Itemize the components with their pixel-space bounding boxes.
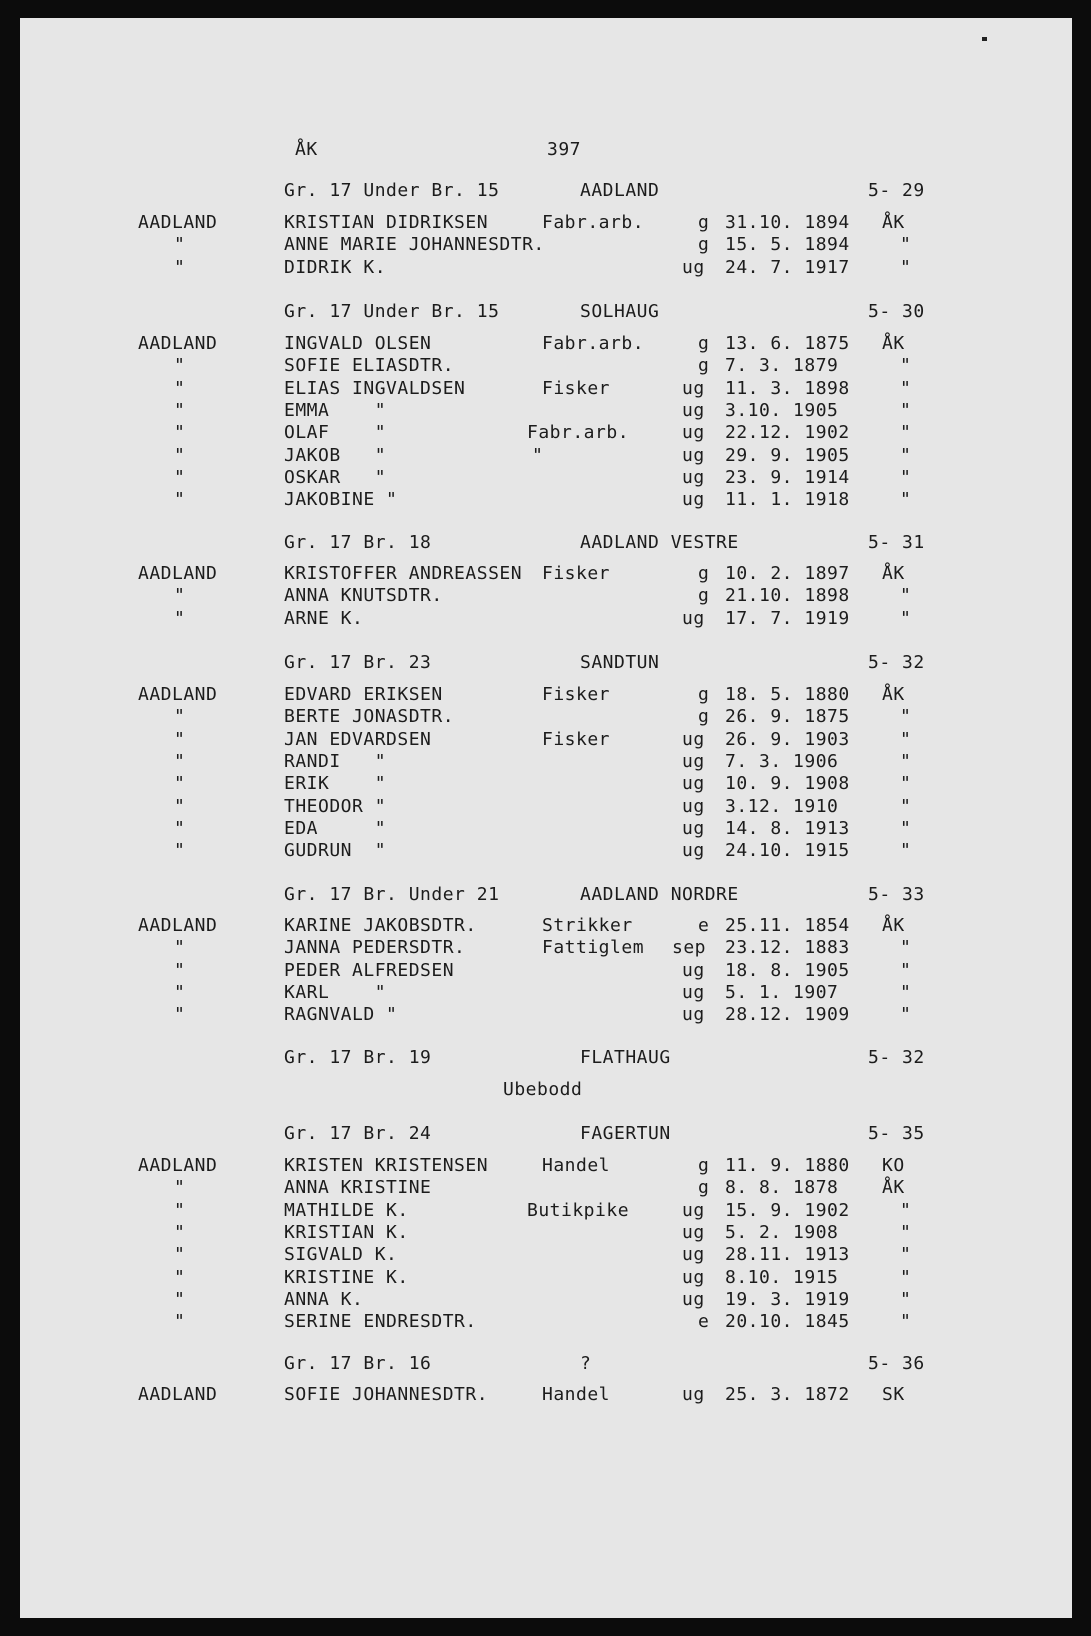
row-birthplace: " xyxy=(900,1311,912,1332)
row-birthplace: " xyxy=(900,773,912,794)
row-birth-date: 24. 7. 1917 xyxy=(725,257,850,278)
row-birth-date: 22.12. 1902 xyxy=(725,422,850,443)
row-marital-status: sep xyxy=(672,937,707,958)
section-reference: 5- 36 xyxy=(868,1353,925,1374)
row-birthplace: " xyxy=(900,1004,912,1025)
row-birthplace: ÅK xyxy=(882,915,905,936)
row-name: BERTE JONASDTR. xyxy=(284,706,455,727)
row-birthplace: " xyxy=(900,585,912,606)
row-marital-status: ug xyxy=(682,840,705,861)
row-birth-date: 3.10. 1905 xyxy=(725,400,839,421)
row-place: " xyxy=(174,706,186,727)
row-place: " xyxy=(174,1200,186,1221)
row-birthplace: " xyxy=(900,706,912,727)
row-place: " xyxy=(174,1244,186,1265)
row-birth-date: 5. 1. 1907 xyxy=(725,982,839,1003)
row-place: AADLAND xyxy=(138,333,218,354)
row-place: " xyxy=(174,937,186,958)
row-occupation: Fisker xyxy=(542,563,611,584)
row-birth-date: 29. 9. 1905 xyxy=(725,445,850,466)
row-marital-status: e xyxy=(698,1311,710,1332)
row-marital-status: ug xyxy=(682,1384,705,1405)
row-name: KARINE JAKOBSDTR. xyxy=(284,915,477,936)
row-marital-status: ug xyxy=(682,467,705,488)
row-occupation: Butikpike xyxy=(527,1200,630,1221)
row-birth-date: 24.10. 1915 xyxy=(725,840,850,861)
row-marital-status: g xyxy=(698,355,710,376)
row-marital-status: ug xyxy=(682,1244,705,1265)
row-birth-date: 15. 5. 1894 xyxy=(725,234,850,255)
row-marital-status: ug xyxy=(682,489,705,510)
section-note: Ubebodd xyxy=(503,1079,583,1100)
row-birthplace: " xyxy=(900,608,912,629)
row-birthplace: ÅK xyxy=(882,1177,905,1198)
row-occupation: Fattiglem xyxy=(542,937,645,958)
row-place: " xyxy=(174,489,186,510)
row-birthplace: KO xyxy=(882,1155,905,1176)
row-marital-status: ug xyxy=(682,1004,705,1025)
row-birthplace: " xyxy=(900,1244,912,1265)
row-birthplace: " xyxy=(900,960,912,981)
page-number: 397 xyxy=(547,139,582,160)
section-plot: Gr. 17 Under Br. 15 xyxy=(284,301,500,322)
row-name: KRISTEN KRISTENSEN xyxy=(284,1155,489,1176)
row-name: ANNA KNUTSDTR. xyxy=(284,585,443,606)
row-occupation: Handel xyxy=(542,1384,611,1405)
row-birth-date: 21.10. 1898 xyxy=(725,585,850,606)
row-place: AADLAND xyxy=(138,563,218,584)
row-occupation: Fabr.arb. xyxy=(542,212,645,233)
row-birthplace: " xyxy=(900,840,912,861)
row-birthplace: " xyxy=(900,818,912,839)
row-birthplace: " xyxy=(900,1222,912,1243)
row-place: " xyxy=(174,378,186,399)
row-name: THEODOR " xyxy=(284,796,387,817)
section-plot: Gr. 17 Br. 16 xyxy=(284,1353,432,1374)
row-place: AADLAND xyxy=(138,915,218,936)
row-marital-status: ug xyxy=(682,818,705,839)
row-birth-date: 18. 8. 1905 xyxy=(725,960,850,981)
row-name: EDA " xyxy=(284,818,387,839)
row-occupation: Fisker xyxy=(542,378,611,399)
section-farm-name: SOLHAUG xyxy=(580,301,660,322)
section-farm-name: FLATHAUG xyxy=(580,1047,671,1068)
section-reference: 5- 35 xyxy=(868,1123,925,1144)
row-birthplace: ÅK xyxy=(882,212,905,233)
row-marital-status: g xyxy=(698,563,710,584)
row-place: " xyxy=(174,400,186,421)
row-birth-date: 23. 9. 1914 xyxy=(725,467,850,488)
section-plot: Gr. 17 Br. 19 xyxy=(284,1047,432,1068)
row-name: ELIAS INGVALDSEN xyxy=(284,378,466,399)
row-place: " xyxy=(174,234,186,255)
row-birthplace: " xyxy=(900,751,912,772)
census-page xyxy=(20,18,1072,1618)
row-place: AADLAND xyxy=(138,1384,218,1405)
row-birth-date: 11. 1. 1918 xyxy=(725,489,850,510)
row-name: JAKOBINE " xyxy=(284,489,398,510)
row-place: " xyxy=(174,1004,186,1025)
row-marital-status: ug xyxy=(682,751,705,772)
row-occupation: Fisker xyxy=(542,729,611,750)
row-name: INGVALD OLSEN xyxy=(284,333,432,354)
row-marital-status: g xyxy=(698,1177,710,1198)
row-birth-date: 7. 3. 1906 xyxy=(725,751,839,772)
row-birthplace: " xyxy=(900,378,912,399)
row-marital-status: g xyxy=(698,1155,710,1176)
row-occupation: Strikker xyxy=(542,915,633,936)
row-birth-date: 10. 9. 1908 xyxy=(725,773,850,794)
row-birthplace: " xyxy=(900,489,912,510)
row-name: KARL " xyxy=(284,982,387,1003)
row-marital-status: ug xyxy=(682,1222,705,1243)
section-reference: 5- 29 xyxy=(868,180,925,201)
row-place: " xyxy=(174,1177,186,1198)
scan-speck xyxy=(982,37,987,41)
row-name: KRISTIAN K. xyxy=(284,1222,409,1243)
row-birthplace: " xyxy=(900,422,912,443)
row-birth-date: 11. 3. 1898 xyxy=(725,378,850,399)
row-birth-date: 26. 9. 1875 xyxy=(725,706,850,727)
row-birthplace: " xyxy=(900,234,912,255)
row-name: EDVARD ERIKSEN xyxy=(284,684,443,705)
row-birthplace: " xyxy=(900,400,912,421)
row-name: JAN EDVARDSEN xyxy=(284,729,432,750)
row-birth-date: 10. 2. 1897 xyxy=(725,563,850,584)
row-name: GUDRUN " xyxy=(284,840,387,861)
row-place: " xyxy=(174,1289,186,1310)
row-birth-date: 28.12. 1909 xyxy=(725,1004,850,1025)
row-marital-status: ug xyxy=(682,773,705,794)
row-place: AADLAND xyxy=(138,212,218,233)
row-name: JANNA PEDERSDTR. xyxy=(284,937,466,958)
row-marital-status: ug xyxy=(682,1200,705,1221)
row-place: " xyxy=(174,1267,186,1288)
row-name: RAGNVALD " xyxy=(284,1004,398,1025)
section-farm-name: FAGERTUN xyxy=(580,1123,671,1144)
row-marital-status: g xyxy=(698,684,710,705)
row-birth-date: 14. 8. 1913 xyxy=(725,818,850,839)
row-place: " xyxy=(174,773,186,794)
section-plot: Gr. 17 Br. Under 21 xyxy=(284,884,500,905)
section-farm-name: ? xyxy=(580,1353,592,1374)
row-birth-date: 8. 8. 1878 xyxy=(725,1177,839,1198)
row-place: " xyxy=(174,751,186,772)
row-marital-status: ug xyxy=(682,1289,705,1310)
row-place: " xyxy=(174,960,186,981)
row-name: JAKOB " xyxy=(284,445,387,466)
row-marital-status: g xyxy=(698,706,710,727)
section-farm-name: AADLAND VESTRE xyxy=(580,532,739,553)
row-name: SOFIE ELIASDTR. xyxy=(284,355,455,376)
row-birth-date: 26. 9. 1903 xyxy=(725,729,850,750)
row-birth-date: 11. 9. 1880 xyxy=(725,1155,850,1176)
row-marital-status: ug xyxy=(682,960,705,981)
row-birth-date: 19. 3. 1919 xyxy=(725,1289,850,1310)
row-name: SOFIE JOHANNESDTR. xyxy=(284,1384,489,1405)
row-marital-status: ug xyxy=(682,796,705,817)
row-name: SIGVALD K. xyxy=(284,1244,398,1265)
row-name: SERINE ENDRESDTR. xyxy=(284,1311,477,1332)
row-birth-date: 8.10. 1915 xyxy=(725,1267,839,1288)
row-birth-date: 31.10. 1894 xyxy=(725,212,850,233)
row-occupation: Handel xyxy=(542,1155,611,1176)
row-occupation: Fisker xyxy=(542,684,611,705)
row-place: " xyxy=(174,608,186,629)
row-name: DIDRIK K. xyxy=(284,257,387,278)
row-marital-status: ug xyxy=(682,608,705,629)
row-marital-status: ug xyxy=(682,445,705,466)
row-place: " xyxy=(174,257,186,278)
section-reference: 5- 30 xyxy=(868,301,925,322)
row-name: KRISTINE K. xyxy=(284,1267,409,1288)
row-birth-date: 5. 2. 1908 xyxy=(725,1222,839,1243)
row-birth-date: 3.12. 1910 xyxy=(725,796,839,817)
row-birth-date: 28.11. 1913 xyxy=(725,1244,850,1265)
section-reference: 5- 32 xyxy=(868,1047,925,1068)
row-birthplace: " xyxy=(900,937,912,958)
row-marital-status: ug xyxy=(682,1267,705,1288)
row-marital-status: e xyxy=(698,915,710,936)
row-place: " xyxy=(174,796,186,817)
row-marital-status: ug xyxy=(682,729,705,750)
row-place: AADLAND xyxy=(138,1155,218,1176)
row-birth-date: 25.11. 1854 xyxy=(725,915,850,936)
row-name: RANDI " xyxy=(284,751,387,772)
row-birth-date: 17. 7. 1919 xyxy=(725,608,850,629)
row-name: OSKAR " xyxy=(284,467,387,488)
row-place: " xyxy=(174,422,186,443)
row-birthplace: SK xyxy=(882,1384,905,1405)
row-birthplace: " xyxy=(900,796,912,817)
row-name: ARNE K. xyxy=(284,608,364,629)
row-marital-status: g xyxy=(698,333,710,354)
row-birth-date: 25. 3. 1872 xyxy=(725,1384,850,1405)
row-birth-date: 15. 9. 1902 xyxy=(725,1200,850,1221)
row-marital-status: ug xyxy=(682,257,705,278)
row-birthplace: ÅK xyxy=(882,333,905,354)
row-birthplace: " xyxy=(900,1267,912,1288)
row-place: " xyxy=(174,818,186,839)
row-occupation: " xyxy=(532,445,544,466)
row-marital-status: ug xyxy=(682,378,705,399)
row-place: " xyxy=(174,467,186,488)
row-occupation: Fabr.arb. xyxy=(527,422,630,443)
row-birthplace: " xyxy=(900,257,912,278)
section-farm-name: AADLAND NORDRE xyxy=(580,884,739,905)
row-marital-status: ug xyxy=(682,400,705,421)
row-name: PEDER ALFREDSEN xyxy=(284,960,455,981)
row-marital-status: ug xyxy=(682,982,705,1003)
section-farm-name: SANDTUN xyxy=(580,652,660,673)
row-name: EMMA " xyxy=(284,400,387,421)
row-birth-date: 7. 3. 1879 xyxy=(725,355,839,376)
row-place: " xyxy=(174,840,186,861)
row-occupation: Fabr.arb. xyxy=(542,333,645,354)
row-place: " xyxy=(174,1311,186,1332)
section-reference: 5- 33 xyxy=(868,884,925,905)
row-marital-status: g xyxy=(698,234,710,255)
row-name: ANNE MARIE JOHANNESDTR. xyxy=(284,234,545,255)
row-marital-status: ug xyxy=(682,422,705,443)
row-name: ANNA K. xyxy=(284,1289,364,1310)
row-name: MATHILDE K. xyxy=(284,1200,409,1221)
row-birthplace: " xyxy=(900,982,912,1003)
row-place: " xyxy=(174,729,186,750)
row-place: AADLAND xyxy=(138,684,218,705)
row-birth-date: 23.12. 1883 xyxy=(725,937,850,958)
row-marital-status: g xyxy=(698,585,710,606)
row-birthplace: ÅK xyxy=(882,563,905,584)
row-birthplace: " xyxy=(900,1200,912,1221)
section-plot: Gr. 17 Br. 18 xyxy=(284,532,432,553)
row-place: " xyxy=(174,445,186,466)
row-birth-date: 13. 6. 1875 xyxy=(725,333,850,354)
row-place: " xyxy=(174,982,186,1003)
row-birthplace: ÅK xyxy=(882,684,905,705)
row-name: ANNA KRISTINE xyxy=(284,1177,432,1198)
section-plot: Gr. 17 Br. 23 xyxy=(284,652,432,673)
row-birth-date: 20.10. 1845 xyxy=(725,1311,850,1332)
row-place: " xyxy=(174,1222,186,1243)
section-plot: Gr. 17 Under Br. 15 xyxy=(284,180,500,201)
section-reference: 5- 31 xyxy=(868,532,925,553)
row-marital-status: g xyxy=(698,212,710,233)
row-name: KRISTOFFER ANDREASSEN xyxy=(284,563,523,584)
row-birthplace: " xyxy=(900,1289,912,1310)
section-plot: Gr. 17 Br. 24 xyxy=(284,1123,432,1144)
row-place: " xyxy=(174,585,186,606)
parish-code: ÅK xyxy=(295,139,318,160)
row-name: OLAF " xyxy=(284,422,387,443)
row-birth-date: 18. 5. 1880 xyxy=(725,684,850,705)
section-reference: 5- 32 xyxy=(868,652,925,673)
row-name: KRISTIAN DIDRIKSEN xyxy=(284,212,489,233)
row-name: ERIK " xyxy=(284,773,387,794)
row-place: " xyxy=(174,355,186,376)
row-birthplace: " xyxy=(900,467,912,488)
section-farm-name: AADLAND xyxy=(580,180,660,201)
row-birthplace: " xyxy=(900,355,912,376)
row-birthplace: " xyxy=(900,729,912,750)
row-birthplace: " xyxy=(900,445,912,466)
